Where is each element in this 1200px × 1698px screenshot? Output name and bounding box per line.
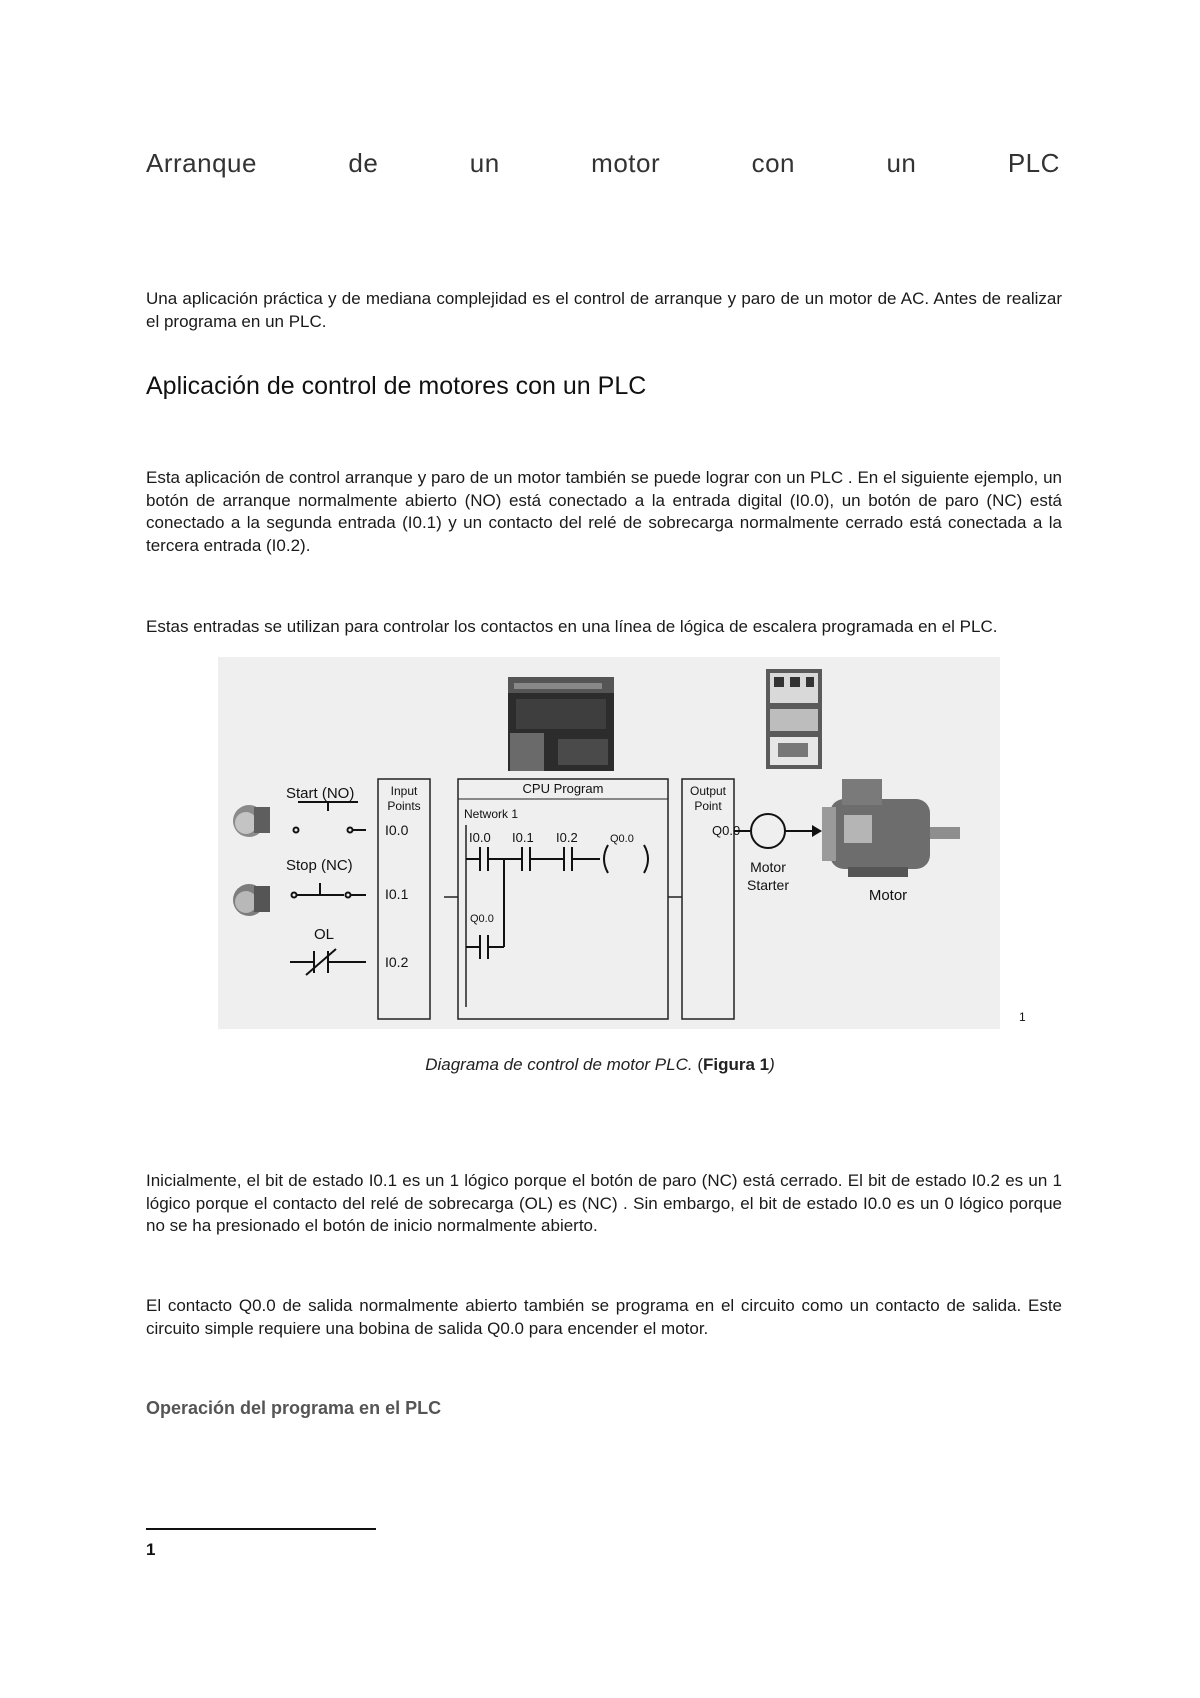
paragraph-output-contact: El contacto Q0.0 de salida normalmente abierto también se programa en el circuito como un contacto de salida. Este circuito simple requiere una bobina de salida Q0.0 para encender el motor. xyxy=(146,1296,1062,1338)
input-box-title: Input xyxy=(390,784,418,798)
caption-paren-close: ) xyxy=(769,1055,775,1074)
start-button-image xyxy=(233,805,270,837)
contact-label: I0.1 xyxy=(512,830,534,845)
figure-footnote-marker: 1 xyxy=(1019,1010,1026,1024)
title-word: un xyxy=(469,148,500,178)
stop-label: Stop (NC) xyxy=(286,857,353,874)
title-word: con xyxy=(751,148,796,178)
arrow-head xyxy=(812,825,822,837)
contact-label: I0.0 xyxy=(469,830,491,845)
start-label: Start (NO) xyxy=(286,785,355,802)
cpu-title: CPU Program xyxy=(522,781,604,796)
input-point-label: I0.0 xyxy=(385,822,409,838)
plc-motor-control-diagram xyxy=(218,657,1000,1029)
seal-contact-label: Q0.0 xyxy=(470,913,494,925)
paragraph-inputs: Esta aplicación de control arranque y paro de un motor también se puede lograr con un PLC . En el siguiente ejemplo, un botón de arranque normalmente abierto (NO) está conectado a la entrada digital (I0.0), un botón de paro (NC) está conectado a la segunda entrada (I0.1) y un contacto del relé de sobrecarga normalmente cerrado está conectada a la tercera entrada (I0.2). xyxy=(146,468,1062,555)
motor-label: Motor xyxy=(868,887,908,904)
figure-caption xyxy=(0,1055,1200,1075)
input-point-label: I0.1 xyxy=(385,886,409,902)
contact-label: I0.2 xyxy=(556,830,578,845)
motor-starter-symbol xyxy=(751,814,785,848)
start-contact-symbol xyxy=(294,802,367,833)
contactor-image xyxy=(766,669,822,769)
network-label: Network 1 xyxy=(464,807,519,821)
motor-starter-label: Motor xyxy=(750,859,786,875)
coil-label: Q0.0 xyxy=(610,833,634,845)
caption-paren-open: ( xyxy=(692,1055,703,1074)
intro-paragraph: Una aplicación práctica y de mediana complejidad es el control de arranque y paro de un motor de AC. Antes de realizar el programa en un PLC. xyxy=(146,289,1062,331)
motor-starter-label: Starter xyxy=(746,877,790,893)
paragraph-ladder: Estas entradas se utilizan para controlar los contactos en una línea de lógica de escalera programada en el PLC. xyxy=(146,617,998,636)
footnote-separator xyxy=(146,1528,376,1530)
input-point-label: I0.2 xyxy=(385,954,409,970)
caption-text: Diagrama de control de motor PLC. xyxy=(425,1055,693,1074)
diagram-svg xyxy=(218,657,1000,1029)
title-word: PLC xyxy=(1007,148,1060,178)
subheading-operation: Operación del programa en el PLC xyxy=(146,1398,442,1418)
output-point-label: Q0.0 xyxy=(712,823,741,838)
stop-button-image xyxy=(233,884,270,916)
stop-contact-symbol xyxy=(292,883,367,898)
ol-label: OL xyxy=(314,926,335,943)
output-point-box xyxy=(682,779,734,1019)
motor-image xyxy=(822,779,960,877)
title-word: motor xyxy=(591,148,661,178)
section-heading: Aplicación de control de motores con un PLC xyxy=(146,372,647,400)
title-word: Arranque xyxy=(146,148,257,178)
title-word: un xyxy=(886,148,917,178)
output-box-title: Point xyxy=(694,799,722,813)
title-word: de xyxy=(348,148,379,178)
seal-in-branch xyxy=(466,859,504,959)
ol-contact-symbol xyxy=(290,949,366,975)
input-box-title: Points xyxy=(387,799,421,813)
output-box-title: Output xyxy=(689,784,727,798)
document-title xyxy=(146,148,1060,179)
plc-hardware-image xyxy=(508,677,614,771)
ladder-rung xyxy=(466,845,648,873)
caption-figure-label: Figura 1 xyxy=(703,1055,770,1074)
paragraph-initial-state: Inicialmente, el bit de estado I0.1 es un 1 lógico porque el botón de paro (NC) está cerrado. El bit de estado I0.2 es un 1 lógico porque el contacto del relé de sobrecarga (OL) es (NC) . Sin embargo, el bit de estado I0.0 es un 0 lógico porque no se ha presionado el botón de inicio normalmente abierto. xyxy=(146,1171,1062,1235)
footnote-number: 1 xyxy=(146,1540,156,1559)
